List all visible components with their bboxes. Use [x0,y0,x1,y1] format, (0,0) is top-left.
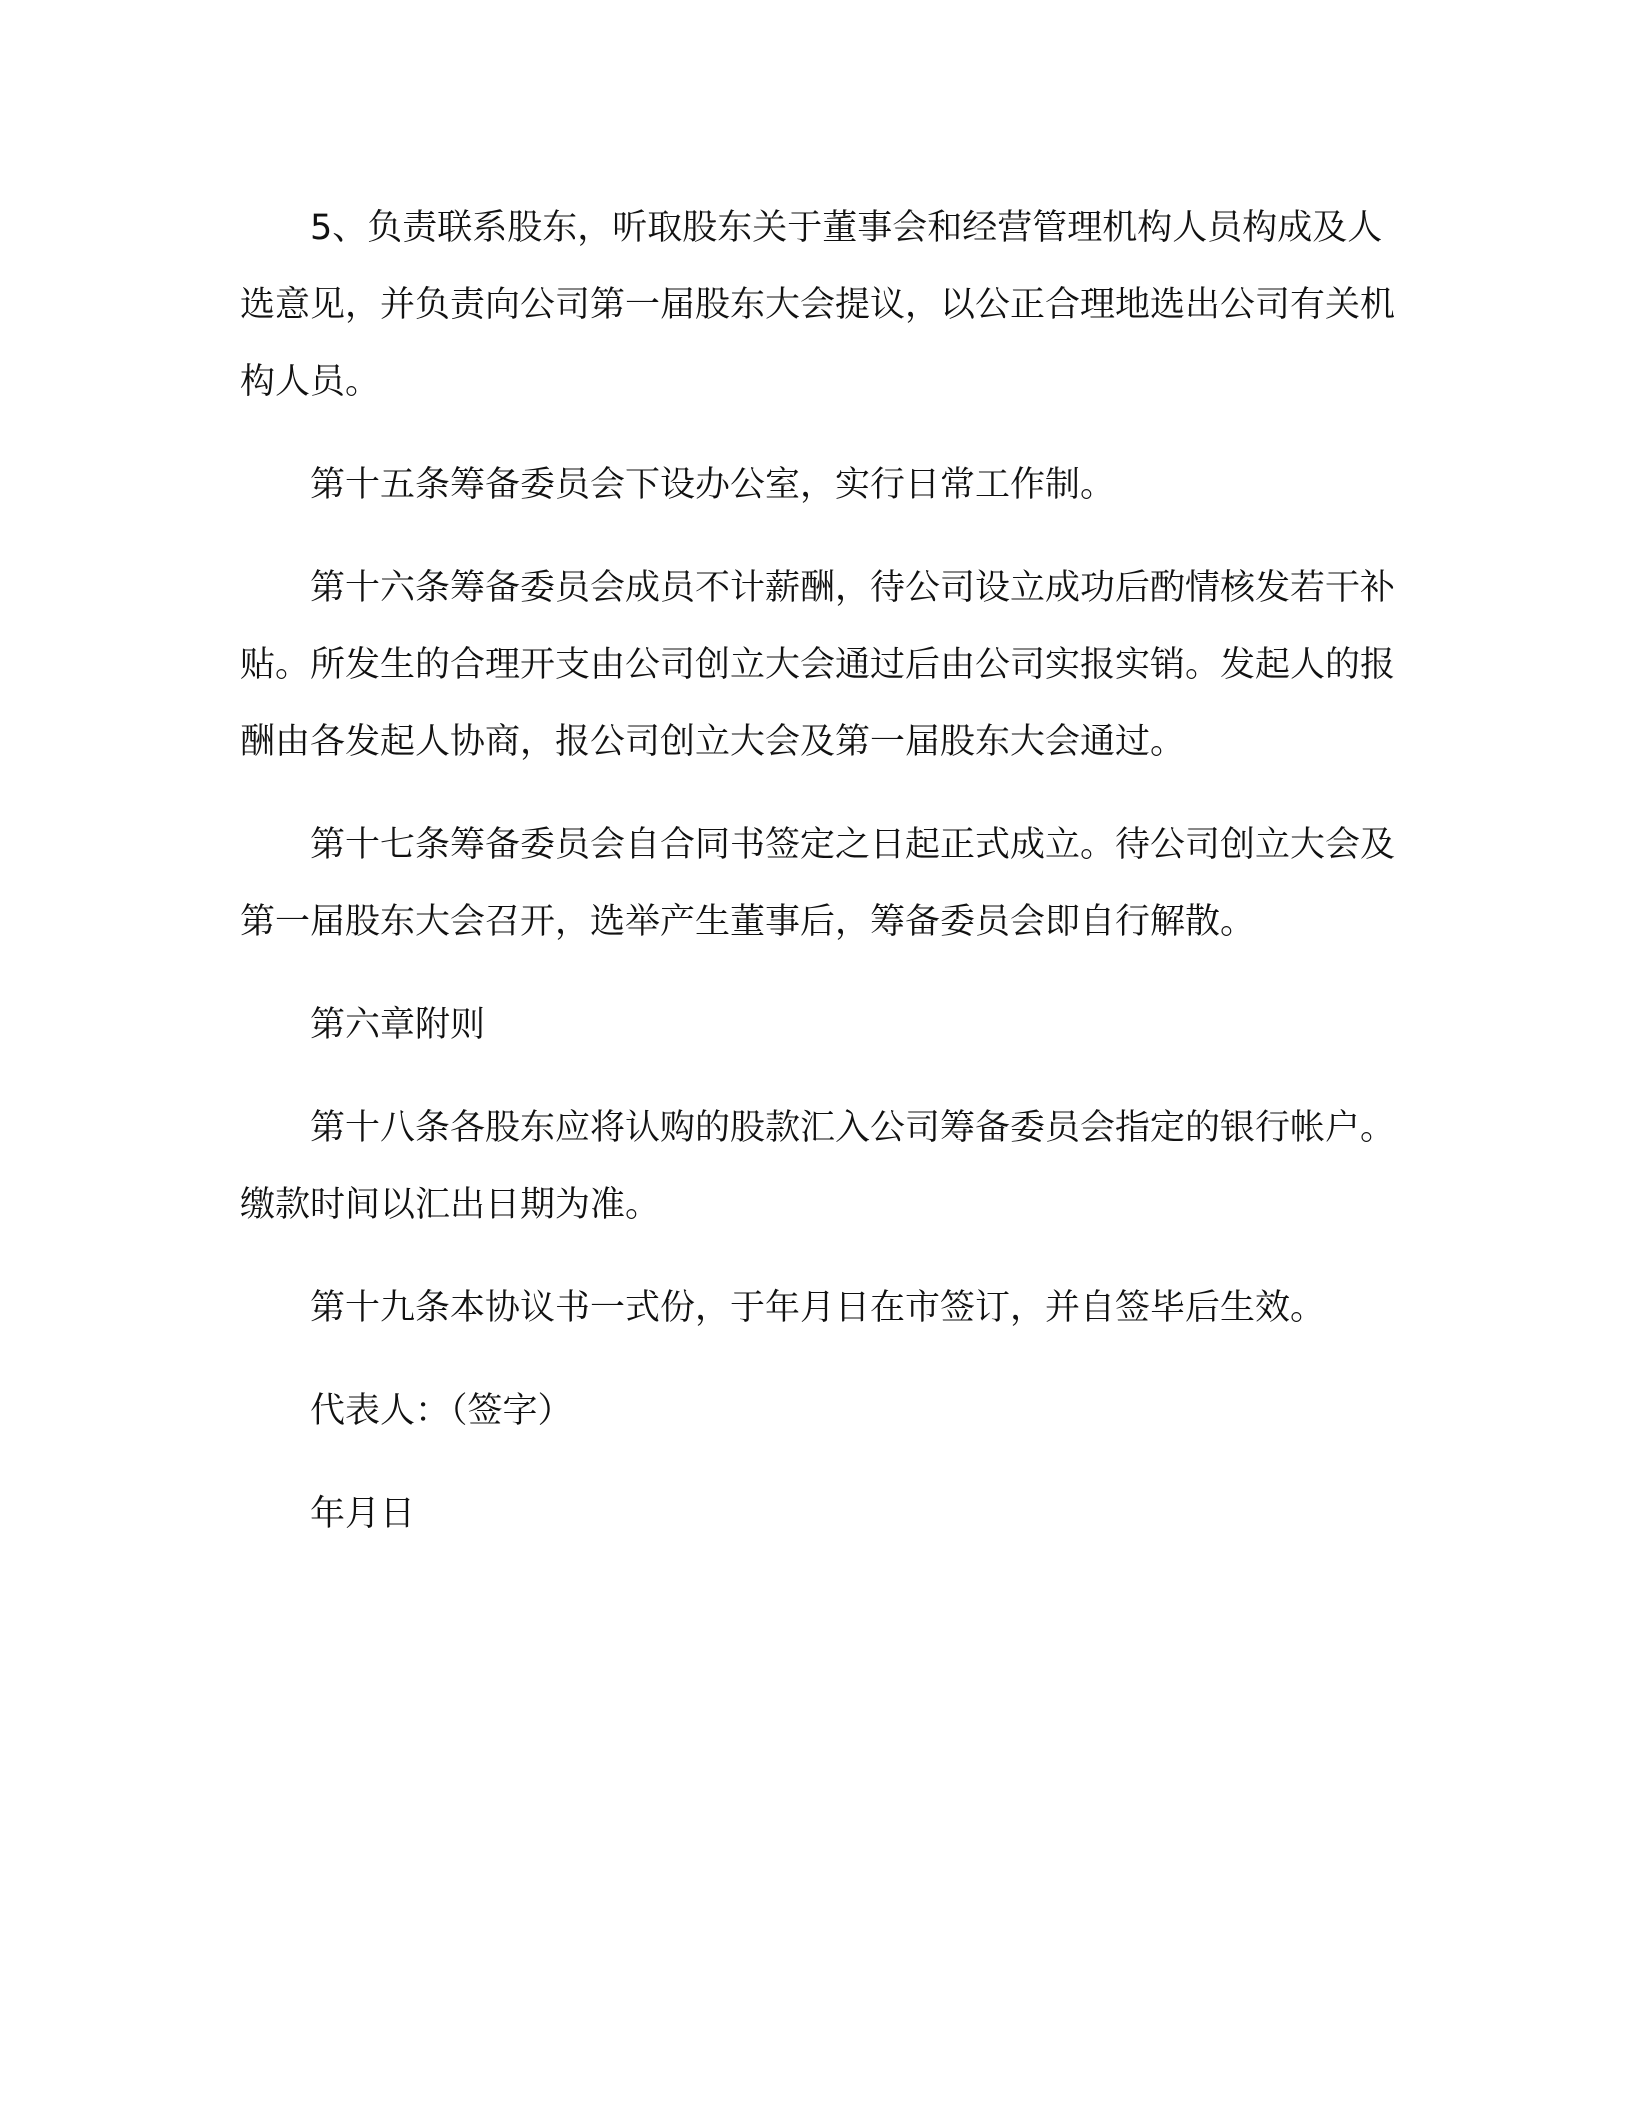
article-18: 第十八条各股东应将认购的股款汇入公司筹备委员会指定的银行帐户。缴款时间以汇出日期为准。 [240,1108,1396,1225]
article-19: 第十九条本协议书一式份，于年月日在市签订，并自签毕后生效。 [310,1288,1326,1328]
document-body [240,190,1400,1579]
paragraph-item-5: 5、负责联系股东，听取股东关于董事会和经营管理机构人员构成及人选意见，并负责向公司第一届股东大会提议，以公正合理地选出公司有关机构人员。 [240,208,1396,402]
article-15: 第十五条筹备委员会下设办公室，实行日常工作制。 [310,465,1116,505]
article-16: 第十六条筹备委员会成员不计薪酬，待公司设立成功后酌情核发若干补贴。所发生的合理开支由公司创立大会通过后由公司实报实销。发起人的报酬由各发起人协商，报公司创立大会及第一届股东大会通过。 [240,568,1396,762]
date-line: 年月日 [310,1494,416,1534]
chapter-6-heading: 第六章附则 [310,1005,486,1045]
representative-signature-line: 代表人：（签字） [310,1391,573,1431]
article-17: 第十七条筹备委员会自合同书签定之日起正式成立。待公司创立大会及第一届股东大会召开，选举产生董事后，筹备委员会即自行解散。 [240,825,1396,942]
